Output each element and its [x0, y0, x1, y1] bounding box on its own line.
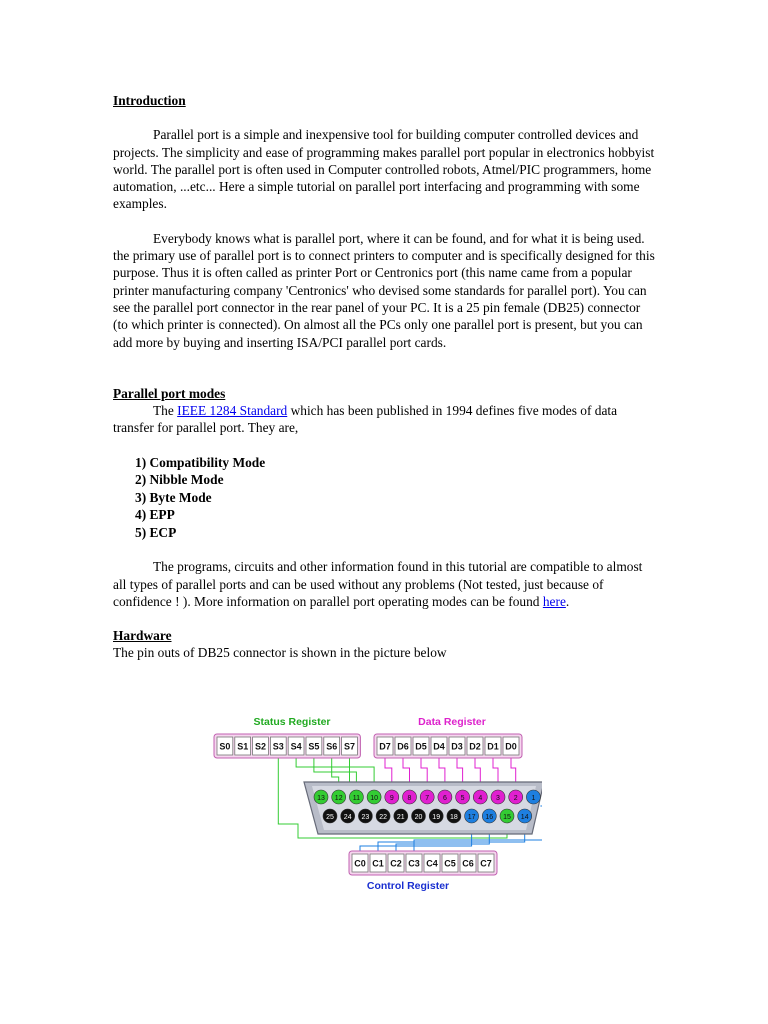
control-bit-c5: C5: [444, 858, 456, 869]
modes-paragraph: [113, 402, 658, 437]
pin-label-18: 18: [450, 814, 458, 821]
pin-label-10: 10: [370, 795, 378, 802]
pin-label-5: 5: [460, 795, 465, 802]
list-item: 5) ECP: [135, 524, 177, 540]
pin-label-20: 20: [414, 814, 423, 821]
pin-label-25: 25: [326, 814, 334, 821]
pin-label-4: 4: [478, 795, 483, 802]
pin-label-9: 9: [389, 795, 394, 802]
control-bit-c3: C3: [408, 858, 420, 869]
control-bit-c1: C1: [372, 858, 384, 869]
control-bit-c0: C0: [354, 858, 366, 869]
status-register-box: [214, 734, 360, 758]
pin-label-24: 24: [343, 814, 352, 821]
pin-label-1: 1: [531, 795, 536, 802]
pin-label-6: 6: [442, 795, 447, 802]
pin-label-3: 3: [496, 795, 500, 802]
modes-text-before: The: [153, 403, 178, 419]
pin-label-7: 7: [425, 795, 430, 802]
parallel-port-modes-heading: Parallel port modes: [113, 385, 226, 401]
modes-info-link[interactable]: here: [542, 593, 566, 609]
list-item: 4) EPP: [135, 507, 175, 523]
modes-list: [113, 454, 658, 542]
data-bit-d1: D1: [487, 741, 499, 752]
pin-label-21: 21: [396, 814, 405, 821]
document-body: [113, 92, 658, 662]
introduction-heading: Introduction: [113, 93, 186, 108]
pin-label-23: 23: [361, 814, 370, 821]
control-bit-c6: C6: [462, 858, 474, 869]
compat-text-end: .: [565, 593, 570, 609]
status-bit-s6: S6: [326, 741, 338, 752]
db25-pinout-diagram: [212, 712, 542, 898]
db25-connector: [304, 782, 542, 834]
control-register-box: [349, 851, 497, 875]
pin-label-15: 15: [503, 814, 511, 821]
data-bit-d5: D5: [415, 741, 427, 752]
pin-label-19: 19: [432, 814, 441, 821]
data-bit-d4: D4: [433, 741, 445, 752]
data-bit-d2: D2: [469, 741, 481, 752]
status-bit-s0: S0: [219, 741, 231, 752]
hardware-heading: Hardware: [113, 628, 172, 644]
list-item: 2) Nibble Mode: [135, 472, 224, 488]
ieee-1284-link[interactable]: IEEE 1284 Standard: [177, 403, 288, 419]
data-bit-d0: D0: [505, 741, 517, 752]
status-bit-s4: S4: [290, 741, 302, 752]
data-bit-d6: D6: [397, 741, 409, 752]
modes-text-after: which has been published in 1994 defines five modes of data transfer for parallel port. They are,: [113, 403, 618, 436]
pin-label-22: 22: [379, 814, 387, 821]
control-bit-c7: C7: [480, 858, 492, 869]
list-item: 3) Byte Mode: [135, 489, 212, 505]
compatibility-paragraph: [113, 558, 658, 610]
status-bit-s5: S5: [308, 741, 320, 752]
pin-label-8: 8: [407, 795, 412, 802]
intro-paragraph-1: Parallel port is a simple and inexpensive tool for building computer controlled devices and projects. The simplicity and ease of programming makes parallel port popular in electronics hobbyist world. The parallel port is often used in Computer controlled robots, Atmel/PIC programmers, home automation, ...etc... Here a simple tutorial on parallel port interfacing and programming with some examples.: [113, 127, 655, 212]
status-bit-s2: S2: [254, 741, 267, 752]
pin-label-2: 2: [513, 795, 518, 802]
hardware-caption: The pin outs of DB25 connector is shown in the picture below: [113, 645, 447, 661]
pin-label-12: 12: [334, 795, 343, 802]
pin-label-14: 14: [520, 814, 529, 821]
pin-label-11: 11: [352, 795, 361, 802]
control-bit-c4: C4: [426, 858, 438, 869]
status-bit-s7: S7: [343, 741, 356, 752]
data-register-box: [374, 734, 522, 758]
pin-label-17: 17: [467, 814, 476, 821]
data-register-title: Data Register: [418, 716, 486, 728]
status-bit-s1: S1: [237, 741, 249, 752]
list-item: 1) Compatibility Mode: [135, 454, 266, 470]
pin-label-16: 16: [485, 814, 494, 821]
data-bit-d7: D7: [379, 741, 391, 752]
intro-paragraph-2: Everybody knows what is parallel port, where it can be found, and for what it is being used. the primary use of parallel port is to connect printers to computer and is specifically designed for this purpose. Thus it is often called as printer Port or Centronics port (this name came from a popular printer manufacturing company 'Centronics' who devised some standards for parallel port). You can see the parallel port connector in the rear panel of your PC. It is a 25 pin female (DB25) connector (to which printer is connected). On almost all the PCs only one parallel port is present, but you can add more by buying and inserting ISA/PCI parallel port cards.: [113, 230, 655, 350]
pin-label-13: 13: [317, 795, 325, 802]
compat-text: The programs, circuits and other information found in this tutorial are compatible to almost all types of parallel ports and can be used without any problems (Not tested, just because of confidence ! ). More information on parallel port operating modes can be found: [113, 559, 643, 609]
data-bit-d3: D3: [451, 741, 463, 752]
control-bit-c2: C2: [390, 858, 402, 869]
control-register-title: Control Register: [366, 880, 450, 892]
status-bit-s3: S3: [272, 741, 284, 752]
status-register-title: Status Register: [253, 716, 331, 728]
